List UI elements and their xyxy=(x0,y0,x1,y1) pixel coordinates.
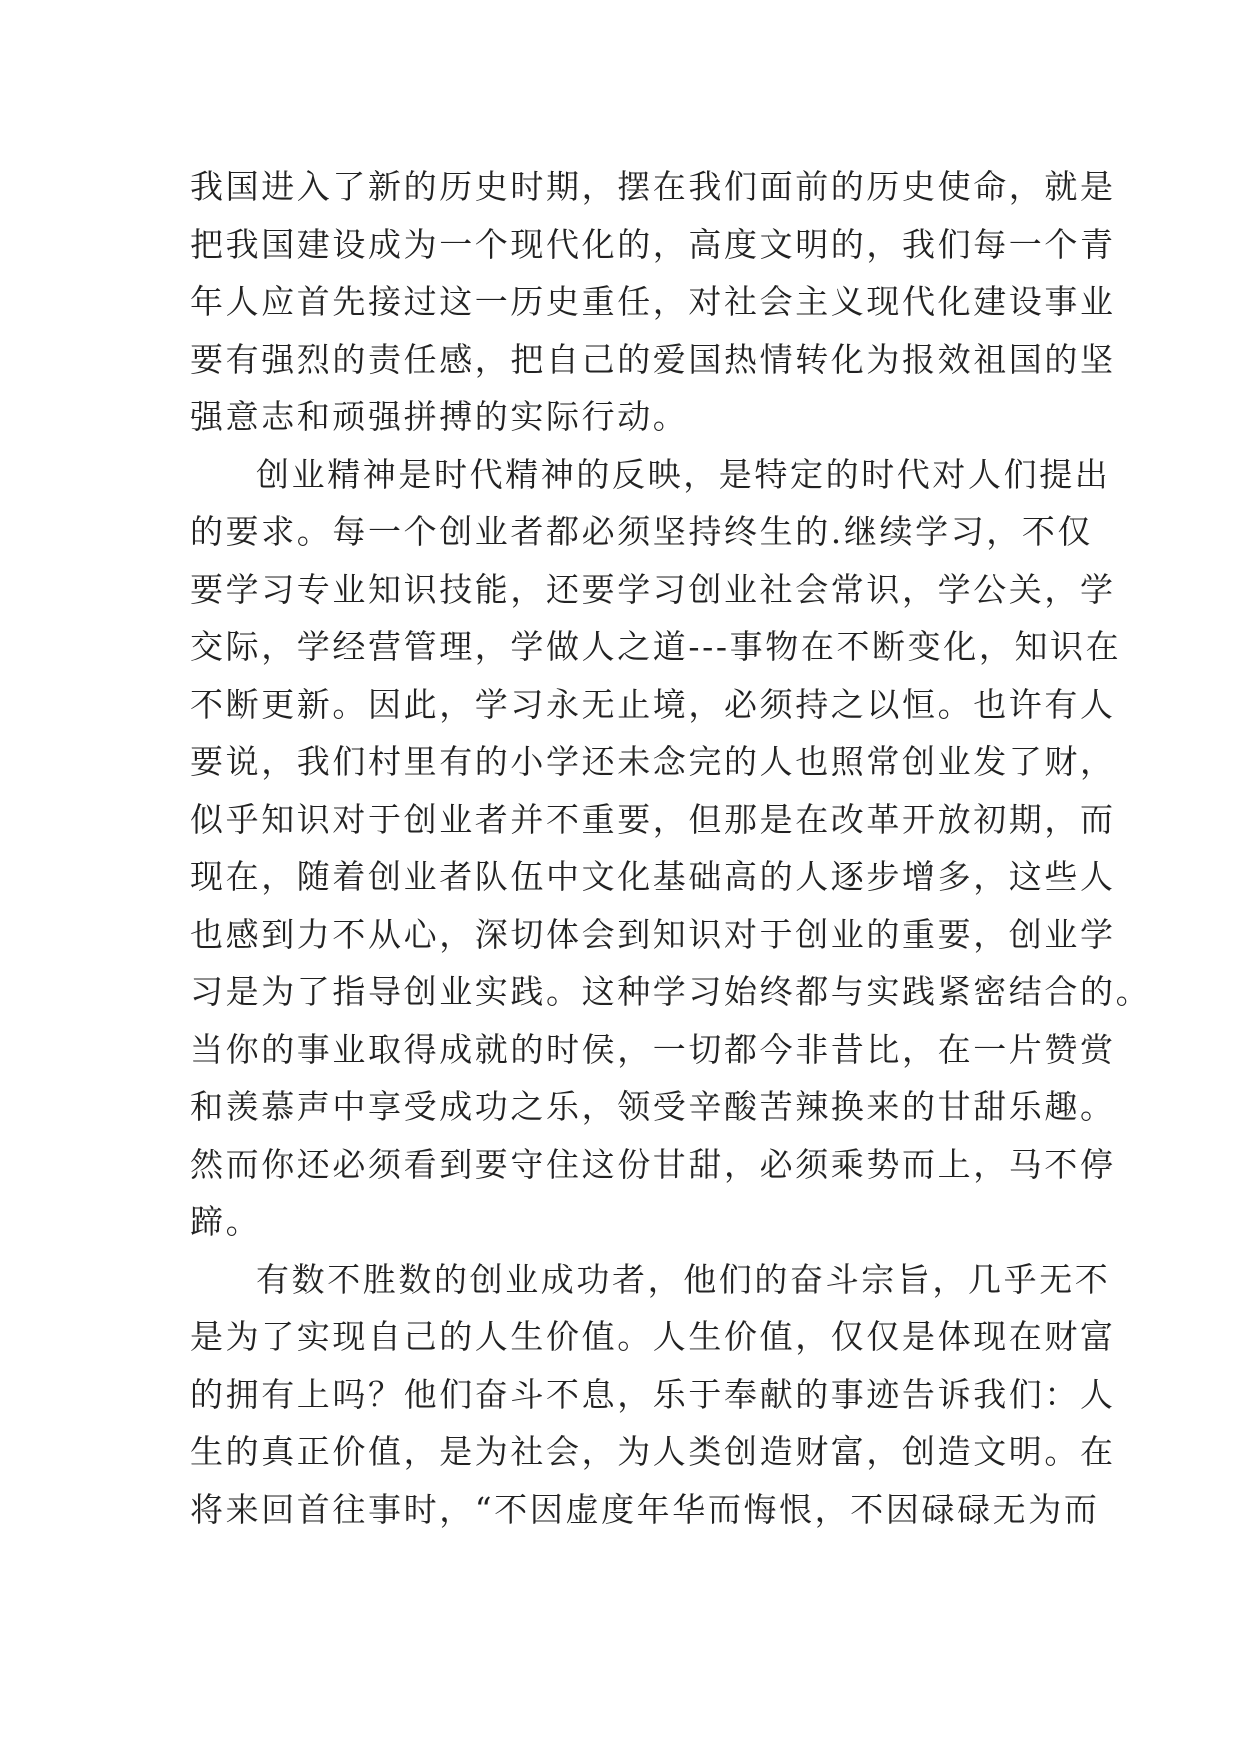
text-line: 年人应首先接过这一历史重任，对社会主义现代化建设事业 xyxy=(190,282,1116,321)
text-line: 生的真正价值，是为社会，为人类创造财富，创造文明。在 xyxy=(190,1432,1116,1471)
text-line: 我国进入了新的历史时期，摆在我们面前的历史使命，就是 xyxy=(190,167,1116,206)
text-line: 蹄。 xyxy=(190,1202,262,1241)
text-line: 现在，随着创业者队伍中文化基础高的人逐步增多，这些人 xyxy=(190,857,1116,896)
text-line: 习是为了指导创业实践。这种学习始终都与实践紧密结合的。 xyxy=(190,972,1152,1011)
text-line: 当你的事业取得成就的时侯，一切都今非昔比，在一片赞赏 xyxy=(190,1029,1116,1069)
body-text xyxy=(190,158,1152,1538)
text-line: 要学习专业知识技能，还要学习创业社会常识，学公关，学 xyxy=(190,569,1116,609)
text-line: 的要求。每一个创业者都必须坚持终生的.继续学习，不仅 xyxy=(190,512,1094,551)
text-line: 将来回首往事时，“不因虚度年华而悔恨，不因碌碌无为而 xyxy=(190,1489,1100,1529)
text-line: 和羡慕声中享受成功之乐，领受辛酸苦辣换来的甘甜乐趣。 xyxy=(190,1087,1116,1126)
text-line: 然而你还必须看到要守住这份甘甜，必须乘势而上，马不停 xyxy=(190,1144,1116,1184)
text-line: 把我国建设成为一个现代化的，高度文明的，我们每一个青 xyxy=(190,224,1116,264)
text-line: 也感到力不从心，深切体会到知识对于创业的重要，创业学 xyxy=(190,914,1116,954)
text-line: 的拥有上吗？他们奋斗不息，乐于奉献的事迹告诉我们：人 xyxy=(190,1374,1116,1414)
text-line: 不断更新。因此，学习永无止境，必须持之以恒。也许有人 xyxy=(190,684,1116,724)
text-line: 要有强烈的责任感，把自己的爱国热情转化为报效祖国的坚 xyxy=(190,339,1116,379)
text-line: 交际，学经营管理，学做人之道---事物在不断变化，知识在 xyxy=(190,627,1122,666)
paragraph-start-line: 有数不胜数的创业成功者，他们的奋斗宗旨，几乎无不 xyxy=(256,1259,1111,1299)
text-line: 要说，我们村里有的小学还未念完的人也照常创业发了财， xyxy=(190,742,1116,781)
text-line: 强意志和顽强拼搏的实际行动。 xyxy=(190,397,689,436)
text-line: 是为了实现自己的人生价值。人生价值，仅仅是体现在财富 xyxy=(190,1317,1116,1356)
paragraph-start-line: 创业精神是时代精神的反映，是特定的时代对人们提出 xyxy=(256,454,1111,494)
text-line: 似乎知识对于创业者并不重要，但那是在改革开放初期，而 xyxy=(190,799,1116,839)
